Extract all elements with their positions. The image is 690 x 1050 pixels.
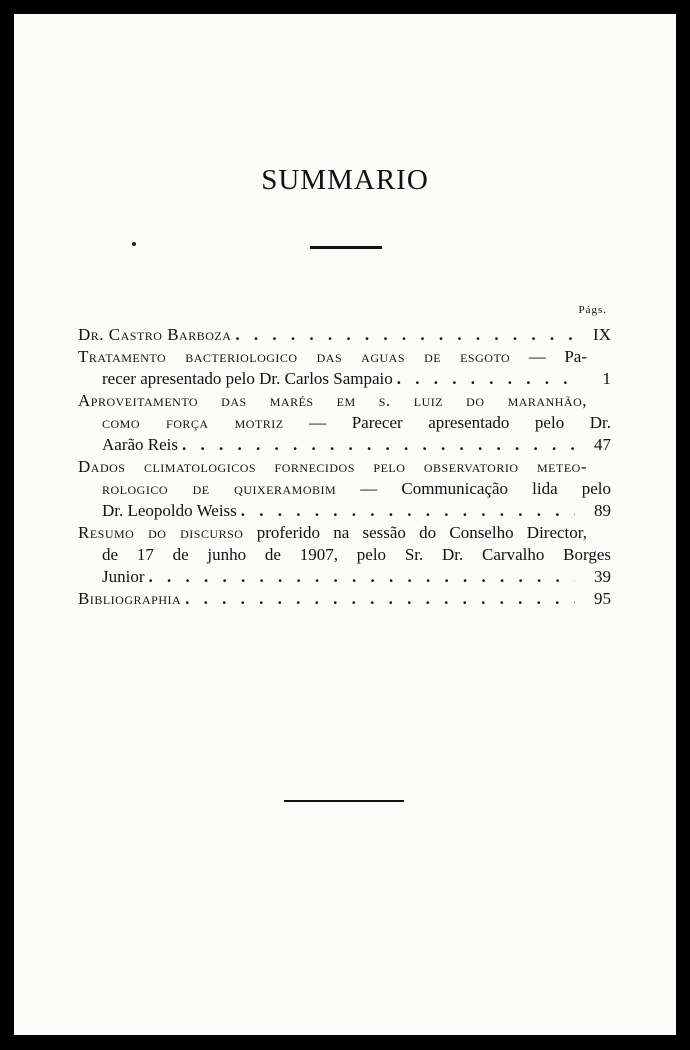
toc-entry-dados-climatologicos [78,456,611,522]
entry-text: proferido na sessão do Conselho Director, [256,523,588,542]
title-rule [310,246,382,249]
page-number: 89 [594,501,611,520]
toc-entry-tratamento [78,346,611,390]
entry-heading: Tratamento bacteriologico das aguas de esgoto [78,347,511,366]
dot-leader [145,566,576,588]
entry-heading: rologico de quixeramobim [102,479,337,498]
page-title: SUMMARIO [261,164,429,196]
entry-heading: Resumo do discurso [78,523,244,542]
entry-heading: Bibliographia [78,589,182,608]
page-number: 1 [602,369,611,388]
dot-leader [181,588,575,610]
entry-heading: como força motriz [102,413,284,432]
toc-entry-castro-barboza [78,324,611,346]
pages-column-header: Págs. [578,304,607,316]
entry-text: — Parecer apresentado pelo Dr. [309,413,611,432]
entry-heading: Dr. Castro Barboza [78,325,232,344]
entry-heading: Aproveitamento das marés em s. luiz do maranhão, [78,391,587,410]
toc-entry-resumo-discurso [78,522,611,588]
entry-text: Junior [102,567,145,586]
dot-leader [393,368,575,390]
page-number: 39 [594,567,611,586]
book-page [14,14,676,1035]
dot-leader [231,324,575,346]
table-of-contents [78,324,611,610]
entry-text: de 17 de junho de 1907, pelo Sr. Dr. Carvalho Borges [102,545,611,564]
page-number: 47 [594,435,611,454]
entry-text: — Pa- [528,347,587,366]
dot-leader [237,500,575,522]
dot-leader [178,434,575,456]
toc-entry-aproveitamento [78,390,611,456]
toc-entry-bibliographia [78,588,611,610]
closing-rule [284,800,404,802]
entry-text: — Communicação lida pelo [360,479,612,498]
print-speck [132,242,136,246]
page-number: 95 [594,589,611,608]
entry-text: Aarão Reis [102,435,179,454]
entry-heading: Dados climatologicos fornecidos pelo observatorio meteo- [78,457,587,476]
entry-text: Dr. Leopoldo Weiss [102,501,237,520]
entry-text: recer apresentado pelo Dr. Carlos Sampaio [102,369,393,388]
page-number: IX [593,325,611,344]
